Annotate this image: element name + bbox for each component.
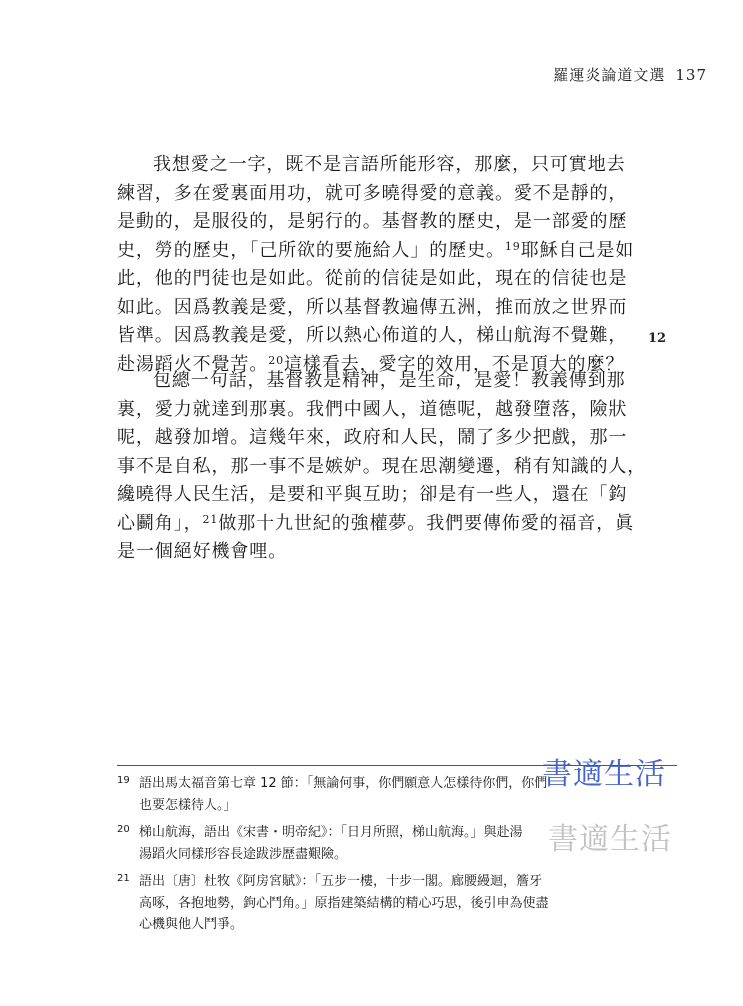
text-segment: 做那十九世紀的強權夢。我們要傳佈愛的福音，眞 bbox=[218, 512, 635, 534]
text-line: 纔曉得人民生活，是要和平與互助；卻是有一些人，還在「鈎 bbox=[117, 484, 628, 505]
text-segment: 耶穌自己是如 bbox=[520, 239, 635, 261]
book-title: 羅運炎論道文選 bbox=[553, 66, 666, 84]
watermark-text-faded: 書適生活 bbox=[548, 822, 672, 857]
paragraph-1 bbox=[117, 151, 635, 379]
footnote-ref-19[interactable]: 19 bbox=[504, 239, 521, 253]
footnote-number: 21 bbox=[117, 873, 130, 884]
text-line: 練習，多在愛裏面用功，就可多曉得愛的意義。愛不是靜的， bbox=[117, 182, 628, 204]
text-line: 此，他的門徒也是如此。從前的信徒是如此，現在的信徒也是 bbox=[117, 268, 628, 289]
margin-section-number: 12 bbox=[648, 331, 667, 346]
footnote-number: 19 bbox=[117, 775, 130, 786]
footnote-ref-20[interactable]: 20 bbox=[268, 353, 285, 367]
running-header bbox=[553, 64, 707, 85]
text-line: 是動的，是服役的，是躬行的。基督教的歷史，是一部愛的歷 bbox=[117, 211, 628, 232]
watermark-text: 書適生活 bbox=[542, 757, 666, 792]
footnote-line: 高啄，各抱地勢，鉤心鬥角。」原指建築結構的精心巧思，後引申為使盡 bbox=[139, 895, 549, 911]
text-line: 如此。因爲教義是愛，所以基督教遍傳五洲，推而放之世界而 bbox=[117, 296, 628, 318]
footnote-line: 梯山航海，語出《宋書・明帝紀》：「日月所照，梯山航海。」與赴湯 bbox=[139, 825, 523, 840]
footnote-21 bbox=[117, 871, 657, 936]
text-line: 包總一句話，基督教是精神，是生命，是愛！教義傳到那 bbox=[153, 370, 626, 391]
text-line bbox=[117, 237, 635, 266]
text-line: 皆準。因爲教義是愛，所以熱心佈道的人，梯山航海不覺難， bbox=[117, 325, 628, 346]
footnote-line: 語出〔唐〕杜牧《阿房宮賦》：「五步一樓，十步一閣。廊腰縵迴，簷牙 bbox=[139, 874, 543, 889]
page-number: 137 bbox=[675, 66, 707, 84]
text-line: 我想愛之一字，既不是言語所能形容，那麼，只可實地去 bbox=[153, 154, 626, 175]
footnote-ref-21[interactable]: 21 bbox=[202, 512, 219, 526]
text-segment: 史，勞的歷史，「己所欲的要施給人」的歷史。 bbox=[117, 239, 505, 261]
footnote-line: 湯蹈火同樣形容長途跋涉歷盡艱險。 bbox=[139, 846, 348, 862]
footnote-number: 20 bbox=[117, 824, 130, 835]
footnote-line: 心機與他人鬥爭。 bbox=[139, 917, 244, 932]
text-line: 是一個絕好機會哩。 bbox=[117, 541, 288, 562]
text-line: 裏，愛力就達到那裏。我們中國人，道德呢，越發墮落，險狀 bbox=[117, 398, 628, 420]
text-segment: 這樣看去，愛字的效用，不是頂大的麼？ bbox=[284, 353, 625, 375]
text-line: 呢，越發加增。這幾年來，政府和人民，鬧了多少把戲，那一 bbox=[117, 427, 628, 448]
footnote-line: 也要怎樣待人。」 bbox=[139, 797, 237, 813]
footnote-line: 語出馬太福音第七章 12 節：「無論何事，你們願意人怎樣待你們，你們 bbox=[139, 776, 548, 791]
text-segment: 赴湯蹈火不覺苦。 bbox=[117, 353, 269, 375]
text-segment: 心鬬角」， bbox=[117, 512, 203, 534]
text-line bbox=[117, 510, 635, 539]
paragraph-2 bbox=[117, 367, 647, 567]
text-line: 事不是自私，那一事不是嫉妒。現在思潮變遷，稍有知識的人， bbox=[117, 455, 647, 477]
